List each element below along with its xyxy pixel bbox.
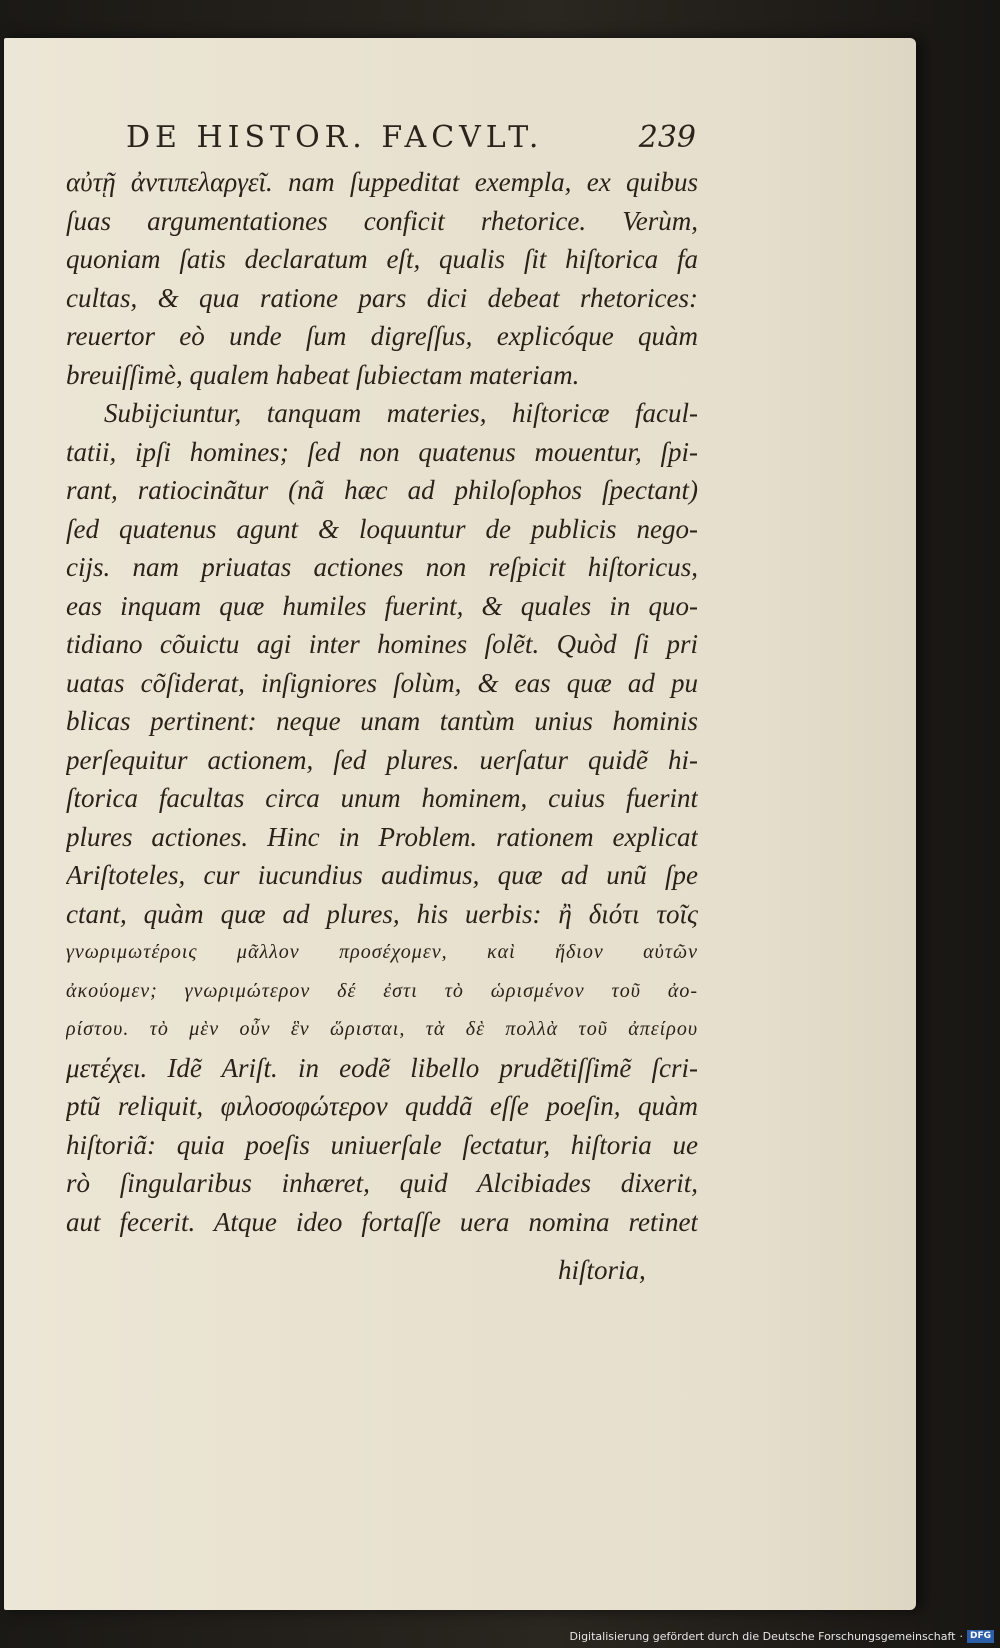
page-number: 239 — [638, 120, 696, 155]
running-head: DE HISTOR. FACVLT. — [126, 120, 544, 155]
text-line: tidiano cõuictu agi inter homines ſolẽt. Quòd ſi pri — [66, 629, 698, 659]
text-line: hiſtoriã: quia poeſis uniuerſale ſectatur, hiſtoria ue — [66, 1129, 698, 1160]
dfg-logo: DFG — [967, 1630, 994, 1643]
catchword: hiſtoria, — [558, 1255, 646, 1285]
text-line: blicas pertinent: neque unam tantùm unius hominis — [66, 706, 698, 736]
greek-text-line: ρίστου. τὸ μὲν οὖν ἓν ὥρισται, τὰ δὲ πολλὰ τοῦ ἀπείρου — [66, 1018, 698, 1040]
credit-text: Digitalisierung gefördert durch die Deutsche Forschungsgemeinschaft — [569, 1630, 956, 1643]
text-line: quoniam ſatis declaratum eſt, qualis ſit hiſtorica fa — [66, 244, 698, 274]
body-text — [66, 163, 698, 1241]
text-line: perſequitur actionem, ſed plures. uerſatur quidẽ hi- — [66, 744, 698, 775]
text-line: uatas cõſiderat, inſigniores ſolùm, & eas quæ ad pu — [66, 667, 698, 698]
text-line: cultas, & qua ratione pars dici debeat rhetorices: — [66, 282, 698, 313]
text-line: ſuas argumentationes conficit rhetorice. Verùm, — [66, 205, 698, 236]
text-line: ſtorica facultas circa unum hominem, cuius fuerint — [66, 783, 698, 813]
text-line: plures actiones. Hinc in Problem. rationem explicat — [66, 821, 698, 852]
text-line: ſed quatenus agunt & loquuntur de publicis nego- — [66, 513, 698, 544]
text-line: ctant, quàm quæ ad plures, his uerbis: ἢ διότι τοῖς — [66, 898, 698, 929]
text-line: Ariſtoteles, cur iucundius audimus, quæ ad unũ ſpe — [66, 860, 698, 890]
text-line: aut fecerit. Atque ideo fortaſſe uera nomina retinet — [66, 1206, 698, 1237]
text-line: reuertor eò unde ſum digreſſus, explicóque quàm — [66, 321, 698, 351]
text-line: breuiſſimè, qualem habeat ſubiectam materiam. — [66, 359, 580, 390]
text-line: αὐτῇ ἀντιπελαργεῖ. nam ſuppeditat exempla, ex quibus — [66, 167, 698, 197]
text-line: cijs. nam priuatas actiones non reſpicit hiſtoricus, — [66, 552, 698, 582]
page-header — [126, 120, 696, 162]
greek-text-line: γνωριμωτέροις μᾶλλον προσέχομεν, καὶ ἥδιον αὐτῶν — [66, 941, 698, 963]
text-line: Subijciuntur, tanquam materies, hiſtoricæ facul- — [104, 398, 698, 428]
text-line: tatii, ipſi homines; ſed non quatenus mouentur, ſpi- — [66, 436, 698, 467]
text-line: ptũ reliquit, φιλοσοφώτερον quddã eſſe poeſin, quàm — [66, 1091, 698, 1121]
text-line: rant, ratiocinãtur (nã hæc ad philoſophos ſpectant) — [66, 475, 698, 505]
text-line: μετέχει. Idẽ Ariſt. in eodẽ libello prudẽtiſſimẽ ſcri- — [66, 1052, 698, 1083]
text-line: rò ſingularibus inhæret, quid Alcibiades dixerit, — [66, 1168, 698, 1198]
text-line: eas inquam quæ humiles fuerint, & quales in quo- — [66, 590, 698, 621]
greek-text-line: ἀκούομεν; γνωριμώτερον δέ ἐστι τὸ ὡρισμένον τοῦ ἀο- — [66, 979, 698, 1002]
digitization-credit: Digitalisierung gefördert durch die Deutsche Forschungsgemeinschaft · DFG — [570, 1630, 994, 1643]
